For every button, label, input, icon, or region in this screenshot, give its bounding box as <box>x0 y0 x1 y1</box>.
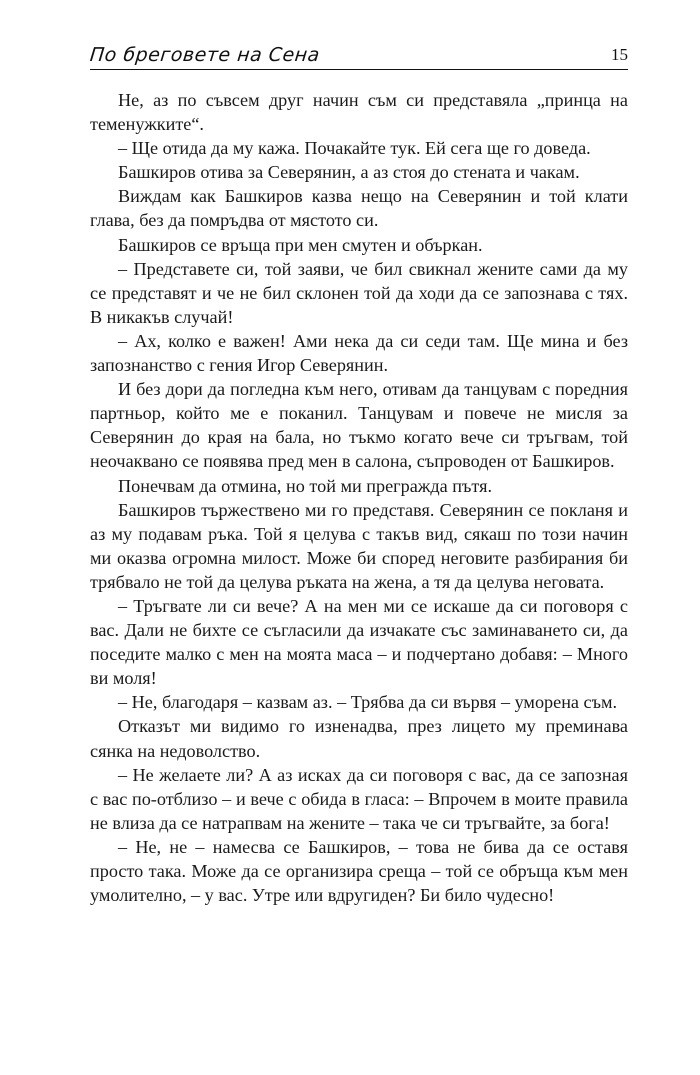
paragraph: Башкиров се връща при мен смутен и объркан. <box>118 234 483 255</box>
body-text <box>90 88 628 907</box>
paragraph: Не, аз по съвсем друг начин съм си представяла „принца на теменужките“. <box>90 90 628 135</box>
running-header <box>90 40 628 74</box>
paragraph: И без дори да погледна към него, отивам да танцувам с поредния партньор, който ме е поканил. Танцувам и повече не мисля за Северянин до края на бала, но тъкмо когато вече си тръгвам, той неочаквано се появява пред мен в салона, съпроводен от Башкиров. <box>90 379 628 472</box>
paragraph: – Тръгвате ли си вече? А на мен ми се искаше да си поговоря с вас. Дали не бихте се съгласили да изчакате със заминаването си, да поседите малко с мен на моята маса – и подчертано добавя: – Много ви моля! <box>90 595 628 689</box>
paragraph: Башкиров тържествено ми го представя. Северянин се покланя и аз му подавам ръка. Той я целува с такъв вид, сякаш по този начин ми оказва огромна милост. Може би според неговите разбирания би трябвало не той да целува ръката на жена, а тя да целува неговата. <box>90 499 628 592</box>
paragraph: Отказът ми видимо го изненадва, през лицето му преминава сянка на недоволство. <box>90 716 628 761</box>
paragraph: Башкиров отива за Северянин, а аз стоя до стената и чакам. <box>118 162 580 183</box>
page-number: 15 <box>611 45 628 64</box>
paragraph: – Не, не – намесва се Башкиров, – това не бива да се оставя просто така. Може да се организира среща – той се обръща към мен умолително, – у вас. Утре или вдругиден? Би било чудесно! <box>90 836 628 906</box>
paragraph: – Представете си, той заяви, че бил свикнал жените сами да му се представят и че не бил склонен той да ходи да се запознава с тях. В никакъв случай! <box>90 258 628 327</box>
header-rule <box>90 69 628 70</box>
paragraph: Виждам как Башкиров казва нещо на Северянин и той клати глава, без да помръдва от мястото си. <box>90 186 628 231</box>
paragraph: Понечвам да отмина, но той ми преграждa пътя. <box>118 475 492 496</box>
paragraph: – Ах, колко е важен! Ами нека да си седи там. Ще мина и без запознанство с гения Игор Северянин. <box>90 330 628 376</box>
running-title: По бреговете на Сена <box>88 44 321 66</box>
paragraph: – Не желаете ли? А аз исках да си поговоря с вас, да се запозная с вас по-отблизо – и вече с обида в гласа: – Впрочем в моите правила не влиза да се натрапвам на жените – така че си тръгвайте, за бога! <box>90 764 628 833</box>
paragraph: – Не, благодаря – казвам аз. – Трябва да си вървя – уморена съм. <box>118 692 618 713</box>
paragraph: – Ще отида да му кажа. Почакайте тук. Ей сега ще го доведа. <box>118 138 591 159</box>
